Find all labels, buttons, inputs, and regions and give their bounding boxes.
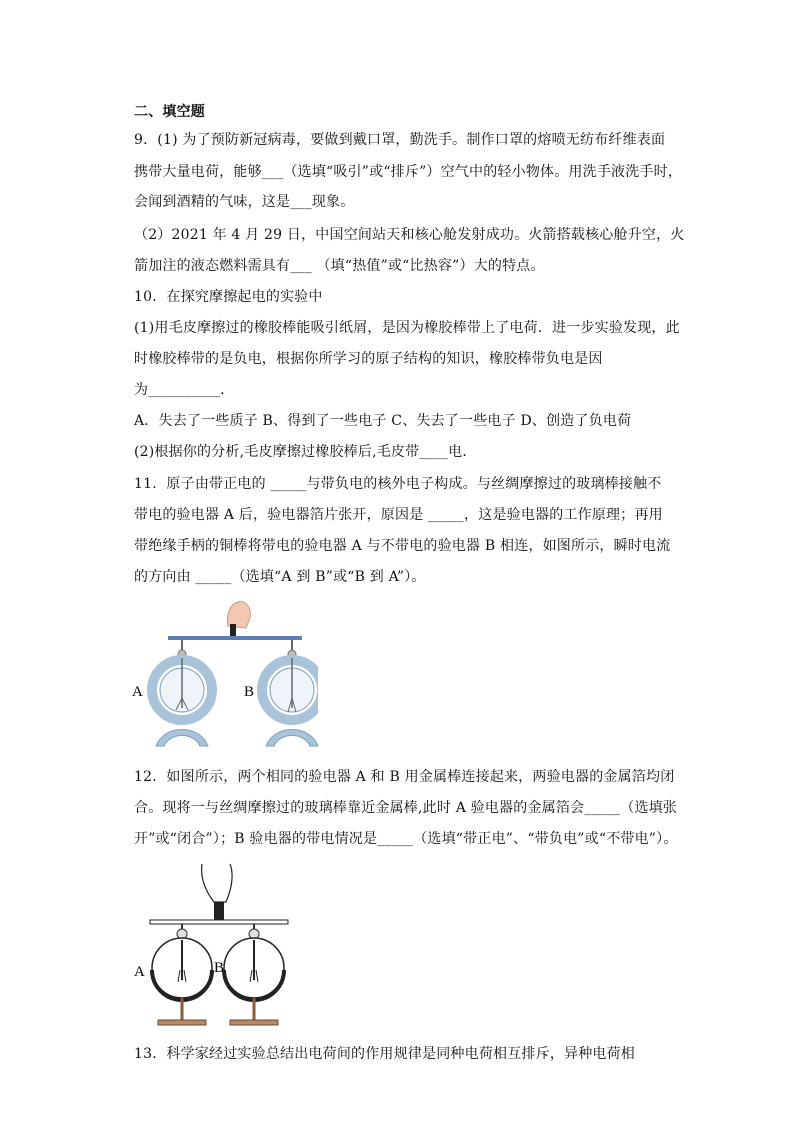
text-line: 携带大量电荷，能够___（选填“吸引”或“排斥”）空气中的轻小物体。用洗手液洗手时， — [134, 164, 683, 180]
label-b: B — [244, 684, 255, 700]
text-line: (1)用毛皮摩擦过的橡胶棒能吸引纸屑，是因为橡胶棒带上了电荷．进一步实验发现，此 — [134, 320, 680, 336]
label-a: A — [132, 684, 143, 700]
text-line: 带绝缘手柄的铜棒将带电的验电器 A 与不带电的验电器 B 相连，如图所示，瞬时电流 — [134, 538, 671, 554]
electroscope-a — [152, 640, 212, 746]
text-line: (2)根据你的分析,毛皮摩擦过橡胶棒后,毛皮带____电． — [134, 444, 477, 460]
text-line: 合。现将一与丝绸摩擦过的玻璃棒靠近金属棒,此时 A 验电器的金属箔会_____（选填张 — [134, 800, 678, 816]
text-line: 带电的验电器 A 后，验电器箔片张开，原因是 _____，这是验电器的工作原理；再用 — [134, 507, 663, 523]
electroscope-b — [224, 924, 284, 1025]
label-b: B — [214, 960, 225, 976]
text-line: 的方向由 _____（选填“A 到 B”或“B 到 A”）。 — [134, 569, 426, 585]
text-line: 时橡胶棒带的是负电，根据你所学习的原子结构的知识，橡胶棒带负电是因 — [134, 351, 603, 367]
label-a: A — [134, 964, 145, 980]
text-line: 会闻到酒精的气味，这是___现象。 — [134, 194, 355, 210]
text-line: 11．原子由带正电的 _____与带负电的核外电子构成。与丝绸摩擦过的玻璃棒接触不 — [134, 476, 662, 492]
text-line: 开”或“闭合”）；B 验电器的带电情况是_____（选填“带正电”、“带负电”或“不带电”）。 — [134, 831, 678, 847]
glass-rod — [214, 902, 224, 922]
electroscope-figure-1 — [128, 598, 318, 750]
metal-rod — [150, 920, 288, 924]
text-line: 为__________． — [134, 382, 235, 398]
metal-rod — [168, 636, 302, 640]
hand-icon — [202, 864, 232, 902]
text-line: 10．在探究摩擦起电的实验中 — [134, 289, 323, 305]
electroscope-a — [152, 924, 212, 1025]
insulating-handle — [230, 624, 236, 636]
text-line: （2）2021 年 4 月 29 日，中国空间站天和核心舱发射成功。火箭搭载核心舱升空，火 — [134, 227, 685, 243]
text-line: 12．如图所示，两个相同的验电器 A 和 B 用金属棒连接起来，两验电器的金属箔均闭 — [134, 769, 675, 785]
electroscope-b — [262, 640, 318, 746]
text-line: A．失去了一些质子 B、得到了一些电子 C、失去了一些电子 D、创造了负电荷 — [134, 413, 632, 429]
electroscope-figure-2 — [130, 858, 300, 1030]
section-title: 二、填空题 — [134, 104, 205, 120]
text-line: 箭加注的液态燃料需具有___ （填“热值”或“比热容”）大的特点。 — [134, 258, 545, 274]
text-line: 9．(1) 为了预防新冠病毒，要做到戴口罩，勤洗手。制作口罩的熔喷无纺布纤维表面 — [134, 132, 666, 148]
text-line: 13．科学家经过实验总结出电荷间的作用规律是同种电荷相互排斥，异种电荷相 — [134, 1046, 636, 1062]
